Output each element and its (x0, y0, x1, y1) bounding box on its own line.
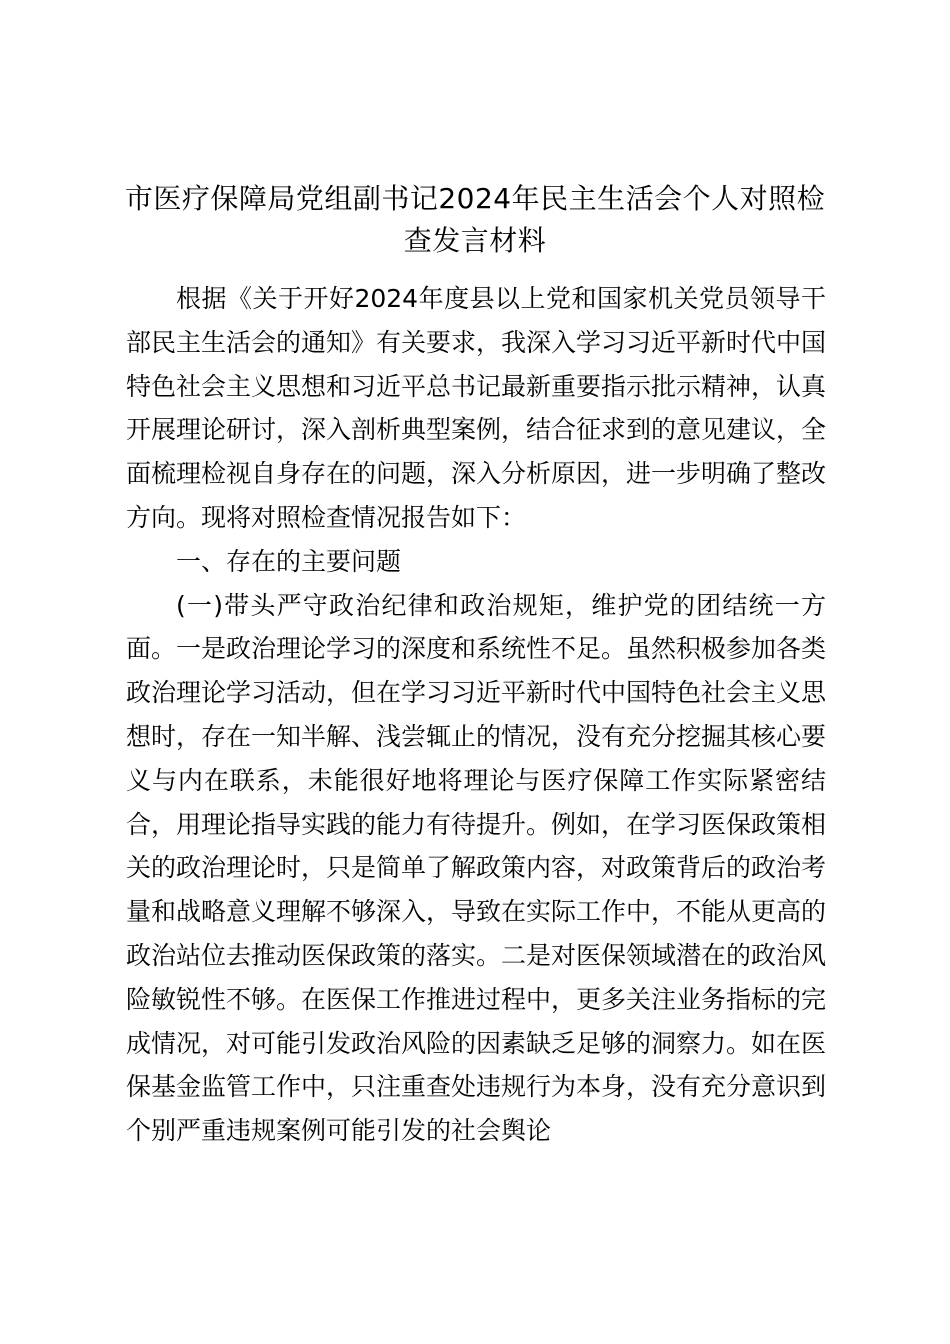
document-title: 市医疗保障局党组副书记2024年民主生活会个人对照检查发言材料 (124, 182, 826, 257)
section-heading: 一、存在的主要问题 (176, 546, 402, 576)
document-body (126, 277, 826, 1153)
intro-paragraph: 根据《关于开好2024年度县以上党和国家机关党员领导干部民主生活会的通知》有关要求，我深入学习习近平新时代中国特色社会主义思想和习近平总书记最新重要指示批示精神，认真开展理论研讨，深入剖析典型案例，结合征求到的意见建议，全面梳理检视自身存在的问题，深入分析原因，进一步明确了整改方向。现将对照检查情况报告如下： (126, 284, 827, 532)
section-paragraph: (一)带头严守政治纪律和政治规矩，维护党的团结统一方面。一是政治理论学习的深度和系统性不足。虽然积极参加各类政治理论学习活动，但在学习习近平新时代中国特色社会主义思想时，存在一知半解、浅尝辄止的情况，没有充分挖掘其核心要义与内在联系，未能很好地将理论与医疗保障工作实际紧密结合，用理论指导实践的能力有待提升。例如，在学习医保政策相关的政治理论时，只是简单了解政策内容，对政策背后的政治考量和战略意义理解不够深入，导致在实际工作中，不能从更高的政治站位去推动医保政策的落实。二是对医保领域潜在的政治风险敏锐性不够。在医保工作推进过程中，更多关注业务指标的完成情况，对可能引发政治风险的因素缺乏足够的洞察力。如在医保基金监管工作中，只注重查处违规行为本身，没有充分意识到个别严重违规案例可能引发的社会舆论 (126, 590, 827, 1146)
